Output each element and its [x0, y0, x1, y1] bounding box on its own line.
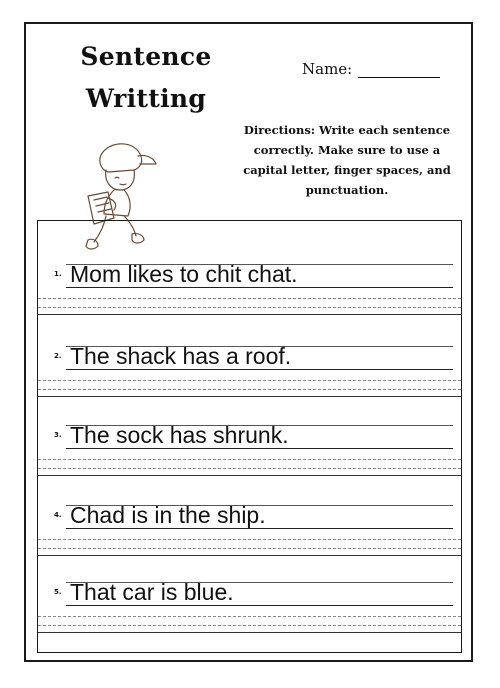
dashed-line — [38, 307, 461, 308]
sentence-text: Chad is in the ship. — [70, 502, 266, 528]
base-line — [38, 475, 461, 476]
sentence-row-4[interactable] — [38, 502, 461, 584]
dashed-line — [38, 625, 461, 626]
mid-line — [66, 287, 453, 288]
worksheet-title-line2: Writting — [85, 84, 207, 113]
dashed-line — [38, 548, 461, 549]
sentence-text: The shack has a roof. — [70, 343, 292, 369]
sentence-row-2[interactable] — [38, 343, 461, 425]
mid-line — [66, 605, 453, 606]
dashed-line — [38, 298, 461, 299]
worksheet — [24, 22, 473, 662]
name-field — [302, 60, 440, 78]
sentence-number: 1. — [54, 270, 62, 278]
sentence-text: Mom likes to chit chat. — [70, 261, 298, 287]
sentence-number: 2. — [54, 352, 62, 360]
base-line — [38, 555, 461, 556]
base-line — [38, 396, 461, 397]
base-line — [38, 632, 461, 633]
mid-line — [66, 448, 453, 449]
dashed-line — [38, 616, 461, 617]
sentence-number: 5. — [54, 588, 62, 596]
sentence-number: 3. — [54, 431, 62, 439]
dashed-line — [38, 380, 461, 381]
dashed-line — [38, 539, 461, 540]
name-blank-line[interactable] — [358, 63, 440, 78]
worksheet-title-line1: Sentence — [80, 42, 212, 71]
mid-line — [66, 528, 453, 529]
base-line — [38, 314, 461, 315]
name-label: Name: — [302, 60, 353, 78]
sentence-row-3[interactable] — [38, 422, 461, 504]
dashed-line — [38, 468, 461, 469]
sentence-number: 4. — [54, 511, 62, 519]
sentence-text: The sock has shrunk. — [70, 422, 289, 448]
mid-line — [66, 369, 453, 370]
sentence-row-1[interactable] — [38, 261, 461, 343]
dashed-line — [38, 459, 461, 460]
sentence-text: That car is blue. — [70, 579, 234, 605]
writing-lines-area — [37, 220, 462, 653]
sentence-row-5[interactable] — [38, 579, 461, 661]
dashed-line — [38, 389, 461, 390]
directions-text: Directions: Write each sentence correctly. Make sure to use a capital letter, finger spaces, and punctuation. — [243, 123, 451, 197]
